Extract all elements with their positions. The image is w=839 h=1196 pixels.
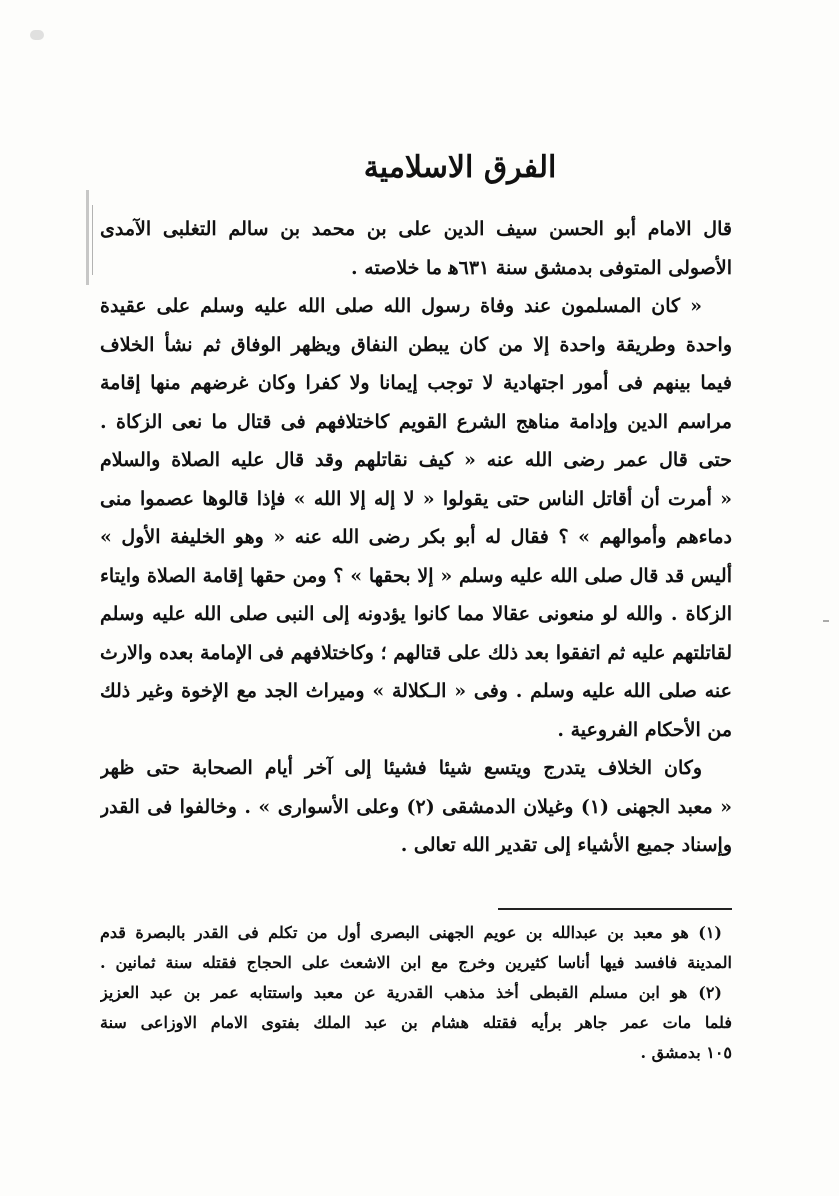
text-line: « أمرت أن أقاتل الناس حتى يقولوا « لا إله إلا الله » فإذا قالوها عصموا منى [100,487,732,510]
text-line: « كان المسلمون عند وفاة رسول الله صلى الله عليه وسلم على عقيدة [100,295,702,317]
text-line: الزكاة . والله لو منعونى عقالا مما كانوا يؤدونه إلى النبى صلى الله عليه وسلم [100,603,732,625]
scan-speck [823,620,829,622]
text-line: أليس قد قال صلى الله عليه وسلم « إلا بحقها » ؟ ومن حقها إقامة الصلاة وايتاء [100,564,732,587]
footnote-divider [498,908,732,910]
text-line: فيما بينهم فى أمور اجتهادية لا توجب إيمانا ولا كفرا وكان غرضهم منها إقامة [100,372,732,394]
text-line: وإسناد جميع الأشياء إلى تقدير الله تعالى . [400,834,732,856]
text-line: قال الامام أبو الحسن سيف الدين على بن محمد بن سالم التغلبى الآمدى [100,218,732,240]
footnotes [100,918,732,1068]
footnote-line: (٢) هو ابن مسلم القبطى أخذ مذهب القدرية عن معبد واستتابه عمر بن عبد العزيز [100,983,722,1002]
scan-speck [30,30,44,40]
scan-edge-mark [92,205,93,275]
footnote-line: ١٠٥ بدمشق . [640,1043,732,1062]
text-line: من الأحكام الفروعية . [557,718,732,741]
text-line: عنه صلى الله عليه وسلم . وفى « الـكلالة » وميراث الجد مع الإخوة وغير ذلك [100,680,732,702]
text-line: حتى قال عمر رضى الله عنه « كيف نقاتلهم وقد قال عليه الصلاة والسلام [100,449,732,471]
text-line: لقاتلتهم عليه ثم اتفقوا بعد ذلك على قتالهم ؛ وكاختلافهم فى الإمامة بعده والارث [100,641,732,664]
text-line: دماءهم وأموالهم » ؟ فقال له أبو بكر رضى الله عنه « وهو الخليفة الأول » [100,526,732,548]
text-line: واحدة وطريقة واحدة إلا من كان يبطن النفاق ويظهر الوفاق ثم نشأ الخلاف [100,333,732,356]
footnote-line: المدينة فافسد فيها أناسا كثيرين وخرج مع ابن الاشعث على الحجاج فقتله سنة ثمانين . [100,953,732,972]
text-line: الأصولى المتوفى بدمشق سنة ٦٣١ﻫ ما خلاصته . [351,256,732,279]
text-line: وكان الخلاف يتدرج ويتسع شيئا فشيئا إلى آخر أيام الصحابة حتى ظهر [100,757,702,779]
text-line: مراسم الدين وإدامة مناهج الشرع القويم كاختلافهم فى قتال ما نعى الزكاة . [100,410,732,433]
footnote-line: (١) هو معبد بن عبدالله بن عويم الجهنى البصرى أول من تكلم فى القدر بالبصرة قدم [100,923,722,942]
body-text [100,210,732,865]
page-title: الفرق الاسلامية [363,150,557,185]
scan-edge-mark [86,190,89,285]
footnote-line: فلما مات عمر جاهر برأيه فقتله هشام بن عبد الملك بفتوى الامام الاوزاعى سنة [100,1013,732,1032]
text-line: « معبد الجهنى (١) وغيلان الدمشقى (٢) وعلى الأسوارى » . وخالفوا فى القدر [100,795,732,818]
